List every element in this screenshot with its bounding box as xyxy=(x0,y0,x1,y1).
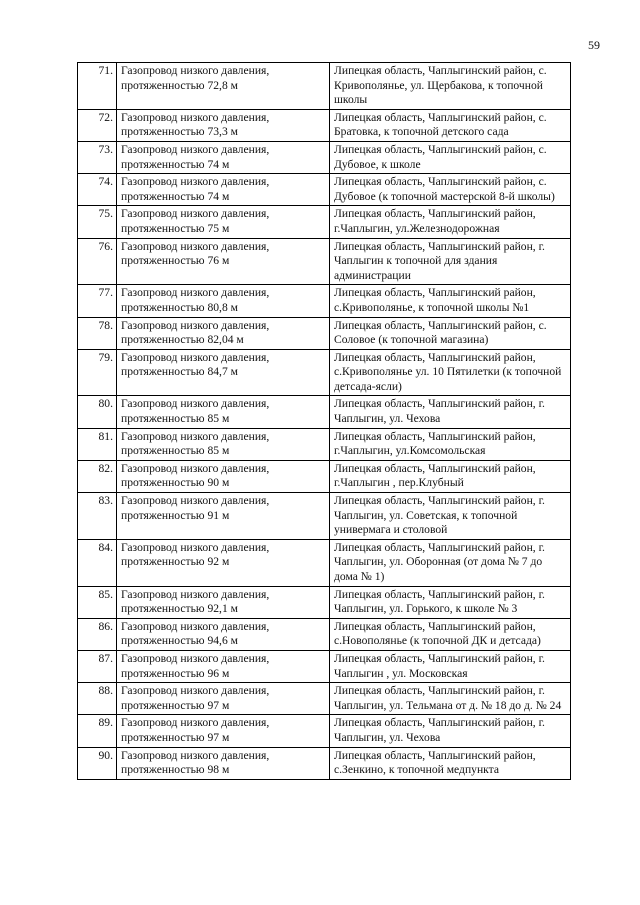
row-number: 88. xyxy=(78,683,117,715)
row-number: 81. xyxy=(78,428,117,460)
object-name: Газопровод низкого давления, протяженностью 92 м xyxy=(117,539,330,586)
table-row xyxy=(78,206,571,238)
object-address: Липецкая область, Чаплыгинский район, г. Чаплыгин к топочной для здания администрации xyxy=(330,238,571,285)
object-address: Липецкая область, Чаплыгинский район, г. Чаплыгин, ул. Оборонная (от дома № 7 до дома № 1) xyxy=(330,539,571,586)
object-name: Газопровод низкого давления, протяженностью 97 м xyxy=(117,715,330,747)
table-row xyxy=(78,396,571,428)
object-name: Газопровод низкого давления, протяженностью 97 м xyxy=(117,683,330,715)
row-number: 79. xyxy=(78,349,117,396)
object-address: Липецкая область, Чаплыгинский район, с. Соловое (к топочной магазина) xyxy=(330,317,571,349)
table-row xyxy=(78,174,571,206)
table-row xyxy=(78,747,571,779)
table-row xyxy=(78,63,571,110)
object-address: Липецкая область, Чаплыгинский район, с.Новополянье (к топочной ДК и детсада) xyxy=(330,618,571,650)
table-row xyxy=(78,539,571,586)
object-address: Липецкая область, Чаплыгинский район, г. Чаплыгин, ул. Горького, к школе № 3 xyxy=(330,586,571,618)
object-address: Липецкая область, Чаплыгинский район, г. Чаплыгин, ул. Чехова xyxy=(330,396,571,428)
object-name: Газопровод низкого давления, протяженностью 82,04 м xyxy=(117,317,330,349)
page-number: 59 xyxy=(588,38,600,52)
table-row xyxy=(78,109,571,141)
object-name: Газопровод низкого давления, протяженностью 75 м xyxy=(117,206,330,238)
object-address: Липецкая область, Чаплыгинский район, г. Чаплыгин, ул. Тельмана от д. № 18 до д. № 24 xyxy=(330,683,571,715)
object-name: Газопровод низкого давления, протяженностью 96 м xyxy=(117,650,330,682)
object-address: Липецкая область, Чаплыгинский район, г.Чаплыгин , пер.Клубный xyxy=(330,460,571,492)
table-row xyxy=(78,683,571,715)
table-row xyxy=(78,349,571,396)
object-address: Липецкая область, Чаплыгинский район, с.Зенкино, к топочной медпункта xyxy=(330,747,571,779)
register-body xyxy=(78,63,571,780)
table-row xyxy=(78,285,571,317)
row-number: 77. xyxy=(78,285,117,317)
row-number: 73. xyxy=(78,141,117,173)
table-row xyxy=(78,586,571,618)
object-address: Липецкая область, Чаплыгинский район, г. Чаплыгин , ул. Московская xyxy=(330,650,571,682)
object-name: Газопровод низкого давления, протяженностью 85 м xyxy=(117,428,330,460)
object-name: Газопровод низкого давления, протяженностью 80,8 м xyxy=(117,285,330,317)
row-number: 80. xyxy=(78,396,117,428)
object-name: Газопровод низкого давления, протяженностью 73,3 м xyxy=(117,109,330,141)
object-address: Липецкая область, Чаплыгинский район, с. Кривополянье, ул. Щербакова, к топочной школы xyxy=(330,63,571,110)
object-name: Газопровод низкого давления, протяженностью 90 м xyxy=(117,460,330,492)
object-address: Липецкая область, Чаплыгинский район, г. Чаплыгин, ул. Чехова xyxy=(330,715,571,747)
row-number: 75. xyxy=(78,206,117,238)
table-row xyxy=(78,618,571,650)
row-number: 84. xyxy=(78,539,117,586)
table-row xyxy=(78,715,571,747)
object-name: Газопровод низкого давления, протяженностью 94,6 м xyxy=(117,618,330,650)
object-address: Липецкая область, Чаплыгинский район, с.Кривополянье, к топочной школы №1 xyxy=(330,285,571,317)
object-name: Газопровод низкого давления, протяженностью 74 м xyxy=(117,141,330,173)
row-number: 86. xyxy=(78,618,117,650)
row-number: 74. xyxy=(78,174,117,206)
table-row xyxy=(78,428,571,460)
object-name: Газопровод низкого давления, протяженностью 74 м xyxy=(117,174,330,206)
object-name: Газопровод низкого давления, протяженностью 92,1 м xyxy=(117,586,330,618)
row-number: 87. xyxy=(78,650,117,682)
row-number: 89. xyxy=(78,715,117,747)
object-address: Липецкая область, Чаплыгинский район, с. Дубовое (к топочной мастерской 8-й школы) xyxy=(330,174,571,206)
row-number: 85. xyxy=(78,586,117,618)
table-row xyxy=(78,317,571,349)
object-name: Газопровод низкого давления, протяженностью 85 м xyxy=(117,396,330,428)
table-row xyxy=(78,493,571,540)
object-address: Липецкая область, Чаплыгинский район, г.Чаплыгин, ул.Комсомольская xyxy=(330,428,571,460)
table-row xyxy=(78,141,571,173)
row-number: 83. xyxy=(78,493,117,540)
object-name: Газопровод низкого давления, протяженностью 84,7 м xyxy=(117,349,330,396)
row-number: 90. xyxy=(78,747,117,779)
object-name: Газопровод низкого давления, протяженностью 98 м xyxy=(117,747,330,779)
object-address: Липецкая область, Чаплыгинский район, с. Братовка, к топочной детского сада xyxy=(330,109,571,141)
object-name: Газопровод низкого давления, протяженностью 76 м xyxy=(117,238,330,285)
table-row xyxy=(78,238,571,285)
object-address: Липецкая область, Чаплыгинский район, г. Чаплыгин, ул. Советская, к топочной универмага и столовой xyxy=(330,493,571,540)
object-address: Липецкая область, Чаплыгинский район, с.Кривополянье ул. 10 Пятилетки (к топочной детсада-ясли) xyxy=(330,349,571,396)
row-number: 78. xyxy=(78,317,117,349)
row-number: 71. xyxy=(78,63,117,110)
row-number: 82. xyxy=(78,460,117,492)
table-row xyxy=(78,460,571,492)
object-address: Липецкая область, Чаплыгинский район, с. Дубовое, к школе xyxy=(330,141,571,173)
object-name: Газопровод низкого давления, протяженностью 91 м xyxy=(117,493,330,540)
table-row xyxy=(78,650,571,682)
object-name: Газопровод низкого давления, протяженностью 72,8 м xyxy=(117,63,330,110)
row-number: 76. xyxy=(78,238,117,285)
row-number: 72. xyxy=(78,109,117,141)
property-register-table xyxy=(77,62,571,780)
object-address: Липецкая область, Чаплыгинский район, г.Чаплыгин, ул.Железнодорожная xyxy=(330,206,571,238)
